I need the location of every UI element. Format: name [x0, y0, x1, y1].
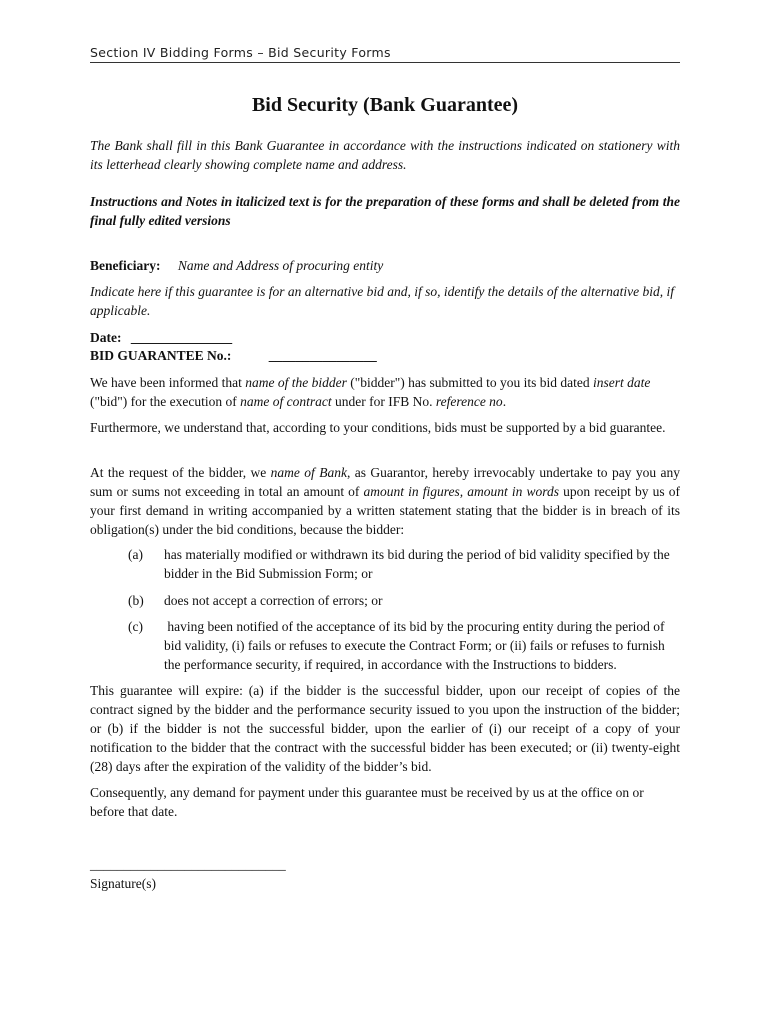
signature-label: Signature(s) — [90, 876, 156, 891]
condition-marker: (c) — [128, 619, 143, 634]
para1-text-4: under for IFB No. — [331, 394, 436, 409]
document-title: Bid Security (Bank Guarantee) — [251, 94, 519, 116]
beneficiary-label: Beneficiary: — [90, 258, 161, 273]
condition-text: has materially modified or withdrawn its bid during the period of bid validity specified by the bidder in the Bid Submission Form; or — [164, 547, 670, 581]
amount-placeholder: amount in figures, amount in words — [363, 484, 559, 499]
beneficiary-value: Name and Address of procuring entity — [177, 258, 384, 273]
page-header: Section IV Bidding Forms – Bid Security Forms — [90, 45, 680, 63]
condition-marker: (a) — [128, 547, 143, 562]
condition-marker: (b) — [128, 593, 144, 608]
guarantee-number-line — [90, 346, 680, 365]
condition-text: does not accept a correction of errors; or — [164, 593, 383, 608]
paragraph-expiry: This guarantee will expire: (a) if the bidder is the successful bidder, upon our receipt of copies of the contract signed by the bidder and the performance security issued to you upon the instruction of the bidder; or (b) if the bidder is not the successful bidder, upon the earlier of (i) our receipt of a copy of your notification to the bidder that the contract with the successful bidder has been executed; or (ii) twenty-eight (28) days after the expiration of the validity of the bidder’s bid. — [90, 683, 680, 774]
signature-line: _____________________________ — [90, 857, 286, 872]
paragraph-bid-informed — [90, 373, 680, 411]
para1-text-3: ("bid") for the execution of — [90, 394, 241, 409]
bid-date-placeholder: insert date — [592, 375, 651, 390]
reference-number-placeholder: reference no — [435, 394, 503, 409]
para1-text-1: We have been informed that — [90, 375, 246, 390]
paragraph-demand-deadline: Consequently, any demand for payment under this guarantee must be received by us at the office on or before that date. — [90, 785, 644, 819]
date-label: Date: — [90, 330, 122, 345]
guarantee-number-blank: ________________ — [268, 348, 377, 363]
paragraph-guarantor-undertaking — [90, 463, 680, 539]
contract-name-placeholder: name of contract — [240, 394, 332, 409]
para1-text-2: ("bidder") has submitted to you its bid dated — [346, 375, 593, 390]
guarantee-number-label: BID GUARANTEE No.: — [90, 348, 232, 363]
beneficiary-line — [90, 256, 680, 275]
bank-name-placeholder: name of Bank — [270, 465, 347, 480]
alternative-bid-note: Indicate here if this guarantee is for an alternative bid and, if so, identify the details of the alternative bid, if applicable. — [90, 284, 675, 318]
para3-text-1: At the request of the bidder, we — [90, 465, 271, 480]
intro-instruction: The Bank shall fill in this Bank Guarantee in accordance with the instructions indicated on stationery with its letterhead clearly showing complete name and address. — [90, 138, 680, 172]
para1-text-5: . — [502, 394, 507, 409]
date-blank: _______________ — [130, 330, 233, 345]
para3-text-2: , as Guarantor, hereby irrevocably undertake to pay you any sum or sums not exceeding in total an amount of — [90, 465, 680, 499]
date-line — [90, 328, 680, 347]
paragraph-guarantee-requirement: Furthermore, we understand that, according to your conditions, bids must be supported by a bid guarantee. — [90, 420, 666, 435]
condition-text: having been notified of the acceptance of its bid by the procuring entity during the period of bid validity, (i) fails or refuses to execute the Contract Form; or (ii) fails or refuses to furnish the performance security, if required, in accordance with the Instructions to bidders. — [164, 619, 669, 672]
instructions-note: Instructions and Notes in italicized text is for the preparation of these forms and shall be deleted from the final fully edited versions — [90, 194, 680, 228]
bidder-name-placeholder: name of the bidder — [245, 375, 347, 390]
para3-text-3: upon receipt by us of your first demand in writing accompanied by a written statement stating that the bidder is in breach of its obligation(s) under the bid conditions, because the bidder: — [90, 484, 680, 537]
